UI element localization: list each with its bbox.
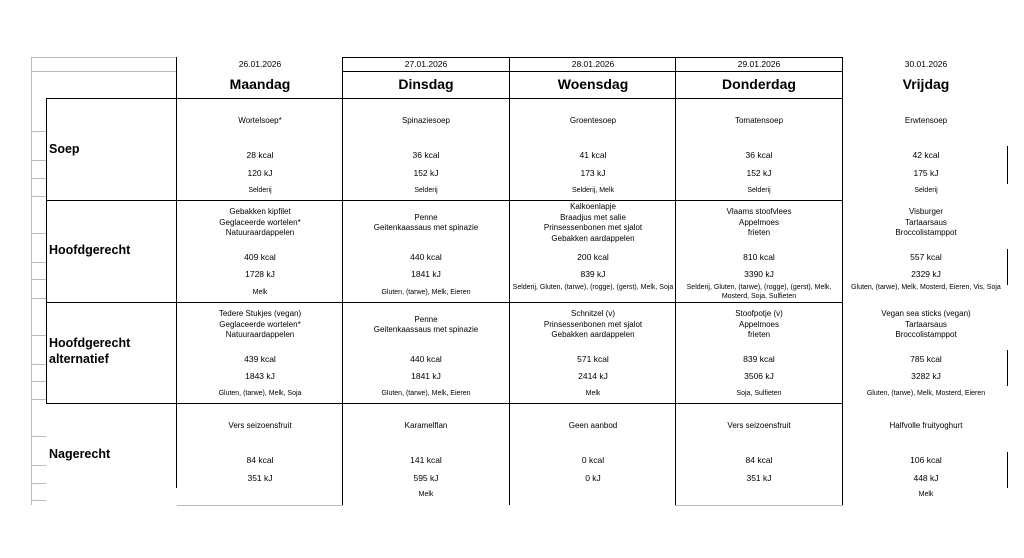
- kj-value: 351 kJ: [746, 473, 772, 483]
- kcal-value: 41 kcal: [579, 150, 607, 160]
- category-hoofdgerecht: Hoofdgerecht: [49, 243, 131, 257]
- allergens-text: Gluten, (tarwe), Melk, Eieren: [381, 390, 471, 397]
- allergens-text: Selderij: [914, 187, 938, 194]
- dish-line: Appelmoes: [738, 217, 780, 227]
- dish-line: Geitenkaassaus met spinazie: [373, 325, 479, 334]
- grid-line: [46, 98, 47, 404]
- day-date: 28.01.2026: [571, 59, 615, 69]
- dish-line: Gebakken aardappelen: [551, 233, 635, 243]
- kcal-value: 440 kcal: [410, 252, 442, 262]
- kcal-value: 84 kcal: [745, 455, 773, 465]
- kcal-value: 557 kcal: [910, 252, 942, 262]
- kcal-value: 106 kcal: [910, 455, 942, 465]
- category-nagerecht: Nagerecht: [49, 447, 111, 461]
- kcal-value: 141 kcal: [410, 455, 442, 465]
- grid-line: [31, 71, 176, 72]
- kcal-value: 84 kcal: [246, 455, 274, 465]
- grid-line: [31, 279, 46, 280]
- kj-value: 2329 kJ: [911, 269, 941, 279]
- grid-line: [31, 500, 46, 501]
- allergens-text: Selderij: [248, 187, 272, 194]
- kj-value: 0 kJ: [585, 473, 601, 483]
- dish-line: Erwtensoep: [904, 115, 948, 125]
- grid-line: [46, 302, 843, 303]
- kj-value: 175 kJ: [913, 168, 939, 178]
- day-name: Vrijdag: [902, 76, 950, 92]
- day-name: Dinsdag: [398, 76, 454, 92]
- dish-line: Geitenkaassaus met spinazie: [373, 223, 479, 232]
- kcal-value: 42 kcal: [912, 150, 940, 160]
- kcal-value: 810 kcal: [743, 252, 775, 262]
- kj-value: 1728 kJ: [245, 269, 275, 279]
- grid-line: [31, 262, 46, 263]
- kj-value: 120 kJ: [247, 168, 273, 178]
- grid-line: [31, 160, 46, 161]
- dish-line: Geen aanbod: [568, 420, 618, 430]
- grid-line: [31, 131, 46, 132]
- dish-line: Penne: [414, 212, 438, 222]
- grid-line: [31, 57, 32, 505]
- dish-line: Geglaceerde wortelen*: [219, 217, 301, 227]
- dish-line: Groentesoep: [569, 115, 617, 125]
- dish-line: Visburger: [908, 207, 944, 217]
- dish-line: Gebakken kipfilet: [229, 207, 291, 217]
- dish-line: Wortelsoep*: [238, 115, 282, 125]
- grid-line: [31, 364, 46, 365]
- kj-value: 2414 kJ: [578, 371, 608, 381]
- category-soep: Soep: [49, 142, 80, 156]
- kj-value: 1843 kJ: [245, 371, 275, 381]
- allergens-text: Selderij: [414, 187, 438, 194]
- dish-line: Prinsessenbonen met sjalot: [543, 223, 643, 232]
- grid-line: [46, 403, 843, 404]
- grid-line: [46, 98, 843, 99]
- day-date: 29.01.2026: [737, 59, 781, 69]
- allergens-text: Selderij: [747, 187, 771, 194]
- kcal-value: 409 kcal: [244, 252, 276, 262]
- kj-value: 152 kJ: [746, 168, 772, 178]
- allergens-text: Gluten, (tarwe), Melk, Mosterd, Eieren: [866, 390, 986, 397]
- day-date: 27.01.2026: [404, 59, 448, 69]
- grid-line: [675, 505, 843, 506]
- kj-value: 3282 kJ: [911, 371, 941, 381]
- allergens-text: Melk: [252, 289, 268, 296]
- dish-line: Vers seizoensfruit: [727, 420, 791, 430]
- day-name: Donderdag: [722, 76, 796, 92]
- grid-line: [177, 505, 343, 506]
- dish-line: Prinsessenbonen met sjalot: [543, 319, 643, 329]
- grid-line: [31, 335, 46, 336]
- allergens-text: Selderij, Melk: [571, 187, 614, 194]
- dish-line: Tomatensoep: [734, 115, 784, 125]
- dish-line: Natuuraardappelen: [225, 330, 295, 340]
- grid-line: [31, 233, 46, 234]
- dish-line: Gebakken aardappelen: [551, 330, 635, 340]
- kcal-value: 36 kcal: [745, 150, 773, 160]
- kj-value: 595 kJ: [413, 473, 439, 483]
- dish-line: Braadjus met salie: [560, 212, 626, 222]
- kcal-value: 36 kcal: [412, 150, 440, 160]
- grid-line: [31, 483, 46, 484]
- allergens-text: Gluten, (tarwe), Melk, Soja: [218, 390, 302, 397]
- kcal-value: 440 kcal: [410, 354, 442, 364]
- grid-line: [31, 381, 46, 382]
- dish-line: frieten: [747, 228, 771, 238]
- kcal-value: 571 kcal: [577, 354, 609, 364]
- grid-line: [46, 200, 843, 201]
- day-name: Woensdag: [557, 76, 629, 92]
- dish-line: Natuuraardappelen: [225, 228, 295, 238]
- dish-line: Tartaarsaus: [905, 217, 947, 227]
- dish-line: Vers seizoensfruit: [228, 420, 292, 430]
- allergens-text: Soja, Sulfieten: [736, 390, 782, 397]
- dish-line: Halfvolle fruityoghurt: [889, 420, 963, 430]
- kcal-value: 28 kcal: [246, 150, 274, 160]
- kcal-value: 200 kcal: [577, 252, 609, 262]
- dish-line: Broccolistamppot: [895, 330, 957, 340]
- grid-line: [31, 399, 46, 400]
- grid-line: [31, 436, 46, 437]
- dish-line: frieten: [747, 330, 771, 340]
- dish-line: Penne: [414, 314, 438, 324]
- day-date: 30.01.2026: [904, 59, 948, 69]
- allergens-text: Selderij, Gluten, (tarwe), (rogge), (gerst), Melk, Mosterd, Soja, Sulfieten: [686, 284, 832, 300]
- kj-value: 152 kJ: [413, 168, 439, 178]
- kj-value: 448 kJ: [913, 473, 939, 483]
- allergens-text: Melk: [918, 491, 934, 498]
- grid-line: [31, 57, 176, 58]
- grid-line: [31, 298, 46, 299]
- allergens-text: Melk: [585, 390, 601, 397]
- dish-line: Appelmoes: [738, 319, 780, 329]
- kj-value: 351 kJ: [247, 473, 273, 483]
- dish-line: Vlaams stoofvlees: [726, 207, 792, 217]
- kcal-value: 0 kcal: [581, 455, 605, 465]
- dish-line: Broccolistamppot: [895, 228, 957, 238]
- grid-line: [31, 465, 46, 466]
- kj-value: 173 kJ: [580, 168, 606, 178]
- kcal-value: 785 kcal: [910, 354, 942, 364]
- day-date: 26.01.2026: [238, 59, 282, 69]
- allergens-text: Selderij, Gluten, (tarwe), (rogge), (gerst), Melk, Soja: [512, 284, 674, 291]
- kj-value: 1841 kJ: [411, 269, 441, 279]
- kj-value: 3390 kJ: [744, 269, 774, 279]
- kj-value: 839 kJ: [580, 269, 606, 279]
- grid-line: [31, 178, 46, 179]
- dish-line: Schnitzel (v): [570, 309, 615, 319]
- kj-value: 3506 kJ: [744, 371, 774, 381]
- dish-line: Stoofpotje (v): [735, 309, 783, 319]
- allergens-text: Gluten, (tarwe), Melk, Eieren: [381, 289, 471, 296]
- dish-line: Vegan sea sticks (vegan): [881, 309, 971, 319]
- grid-line: [342, 71, 843, 72]
- kj-value: 1841 kJ: [411, 371, 441, 381]
- grid-line: [31, 196, 46, 197]
- day-name: Maandag: [229, 76, 291, 92]
- allergens-text: Gluten, (tarwe), Melk, Mosterd, Eieren, Vis, Soja: [851, 284, 1001, 291]
- dish-line: Karamelflan: [404, 420, 448, 430]
- category-hoofdgerecht-alternatief-line1: Hoofdgerecht: [49, 336, 131, 350]
- kcal-value: 439 kcal: [244, 354, 276, 364]
- kcal-value: 839 kcal: [743, 354, 775, 364]
- allergens-text: Melk: [418, 491, 434, 498]
- grid-line: [342, 57, 843, 58]
- dish-line: Geglaceerde wortelen*: [219, 319, 301, 329]
- dish-line: Kalkoenlapje: [570, 202, 616, 211]
- dish-line: Spinaziesoep: [401, 115, 451, 125]
- dish-line: Tartaarsaus: [905, 319, 947, 329]
- category-hoofdgerecht-alternatief-line2: alternatief: [49, 352, 109, 366]
- dish-line: Tedere Stukjes (vegan): [218, 309, 302, 319]
